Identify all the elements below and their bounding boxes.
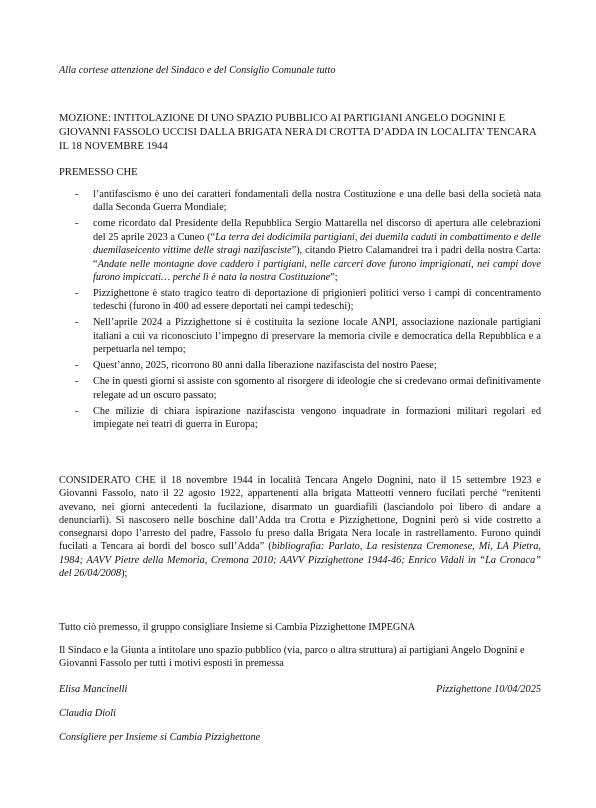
list-item-text: l’antifascismo è uno dei caratteri fondamentali della nostra Costituzione e una delle basi della società nata dalla Seconda Guerra Mondiale; — [93, 189, 541, 214]
conclusion-line: Tutto ciò premesso, il gruppo consigliare Insieme si Cambia Pizzighettone IMPEGNA — [59, 622, 416, 633]
list-item-text: ”), citando Pietro Calamandrei tra i padri della nostra Carta: “ — [93, 245, 541, 270]
premises-list — [59, 188, 541, 434]
considerato-text: CONSIDERATO CHE il 18 novembre 1944 in località Tencara Angelo Dognini, nato il 15 settembre 1923 e Giovanni Fassolo, nato il 22 agosto 1922, appartenenti alla brigata Matteotti vennero fucilati perché “renitenti avevano, nei giorni antecedenti la fucilazione, disarmato un guardiafili (lasciandolo poi libero di andare a denunciarli). Si nascosero nelle boschine dall’Adda tra Crotta e Pizzighettone, Dognini però si vide costretto a consegnarsi dopo l’arresto del padre, Fassolo fu preso dalla Brigata Nera locale in rastrellamento. Furono quindi fucilati a Tencara ai bordi del bosco sull’Adda” ( — [59, 475, 541, 553]
list-item — [59, 217, 541, 284]
list-item-text: Che in questi giorni si assiste con sgomento al risorgere di ideologie che si credevano ormai definitivamente relegate ad un oscuro passato; — [93, 376, 541, 401]
list-item-text: Che milizie di chiara ispirazione nazifascista vengono inquadrate in formazioni militari regolari ed impiegate nei teatri di guerra in Europa; — [93, 405, 541, 431]
considerato-tail: ); — [121, 568, 128, 580]
considerato-paragraph — [59, 474, 541, 580]
bullet-marker: - — [75, 405, 79, 417]
quote-text: La terra dei dodicimila partigiani, dei duemila caduti in combattimento e delle duemilaseicento vittime delle stragi nazifasciste — [93, 231, 542, 257]
list-item — [59, 375, 541, 402]
list-item — [59, 316, 541, 356]
list-item-text: come ricordato dal Presidente della Repubblica Sergio Mattarella nel discorso di apertura alle celebrazioni del 25 aprile 2023 a Cuneo (“ — [93, 218, 541, 243]
signatory-role: Consigliere per Insieme si Cambia Pizzighettone — [59, 732, 261, 743]
bullet-marker: - — [75, 189, 79, 200]
bullet-marker: - — [75, 288, 79, 300]
quote-text: Andate nelle montagne dove caddero i partigiani, nelle carceri dove furono imprigionati, nei campi dove furono impiccati… perché lì è nata la nostra Costituzione — [93, 258, 541, 284]
list-item-text: Pizzighettone è stato tragico teatro di deportazione di prigionieri politici verso i campi di concentramento tedeschi (furono in 400 ad essere deportati nei campi tedeschi); — [93, 288, 541, 313]
list-item-text: Quest’anno, 2025, ricorrono 80 anni dalla liberazione nazifascista del nostro Paese; — [93, 360, 437, 372]
list-item — [59, 359, 541, 372]
list-item-text: Nell’aprile 2024 a Pizzighettone si è costituita la sezione locale ANPI, associazione nazionale partigiani italiani a cui va riconosciuto l’impegno di preservare la memoria civile e democratica della Repubblica e a perpetuarla nel tempo; — [93, 317, 541, 356]
list-item — [59, 405, 541, 432]
commitment-paragraph: Il Sindaco e la Giunta a intitolare uno spazio pubblico (via, parco o altra struttura) ai partigiani Angelo Dognini e Giovanni Fassolo per tutti i motivi esposti in premessa — [59, 645, 525, 670]
bullet-marker: - — [75, 360, 79, 372]
signatory-name: Claudia Dioli — [59, 708, 116, 719]
bullet-marker: - — [75, 317, 79, 329]
list-item — [59, 287, 541, 314]
list-item — [59, 188, 541, 215]
motion-title: MOZIONE: INTITOLAZIONE DI UNO SPAZIO PUBBLICO AI PARTIGIANI ANGELO DOGNINI E GIOVANNI FASSOLO UCCISI DALLA BRIGATA NERA DI CROTTA D’ADDA IN LOCALITA’ TENCARA IL 18 NOVEMBRE 1944 — [59, 113, 537, 152]
premesso-heading: PREMESSO CHE — [59, 167, 138, 178]
bibliography-text: bibliografia: Parlato, La resistenza Cremonese, Mi, LA Pietra, 1984; AAVV Pietre della Memoria, Cremona 2010; AAVV Pizzighettone 1944-46; Enrico Vidali in “La Cronaca” del 26/04/2008 — [59, 541, 541, 580]
addressee-line: Alla cortese attenzione del Sindaco e del Consiglio Comunale tutto — [59, 65, 336, 76]
place-date: Pizzighettone 10/04/2025 — [436, 684, 541, 695]
bullet-marker: - — [75, 218, 79, 230]
bullet-marker: - — [75, 376, 79, 388]
signatory-name: Elisa Mancinelli — [59, 684, 128, 695]
list-item-text: ”; — [330, 272, 338, 284]
